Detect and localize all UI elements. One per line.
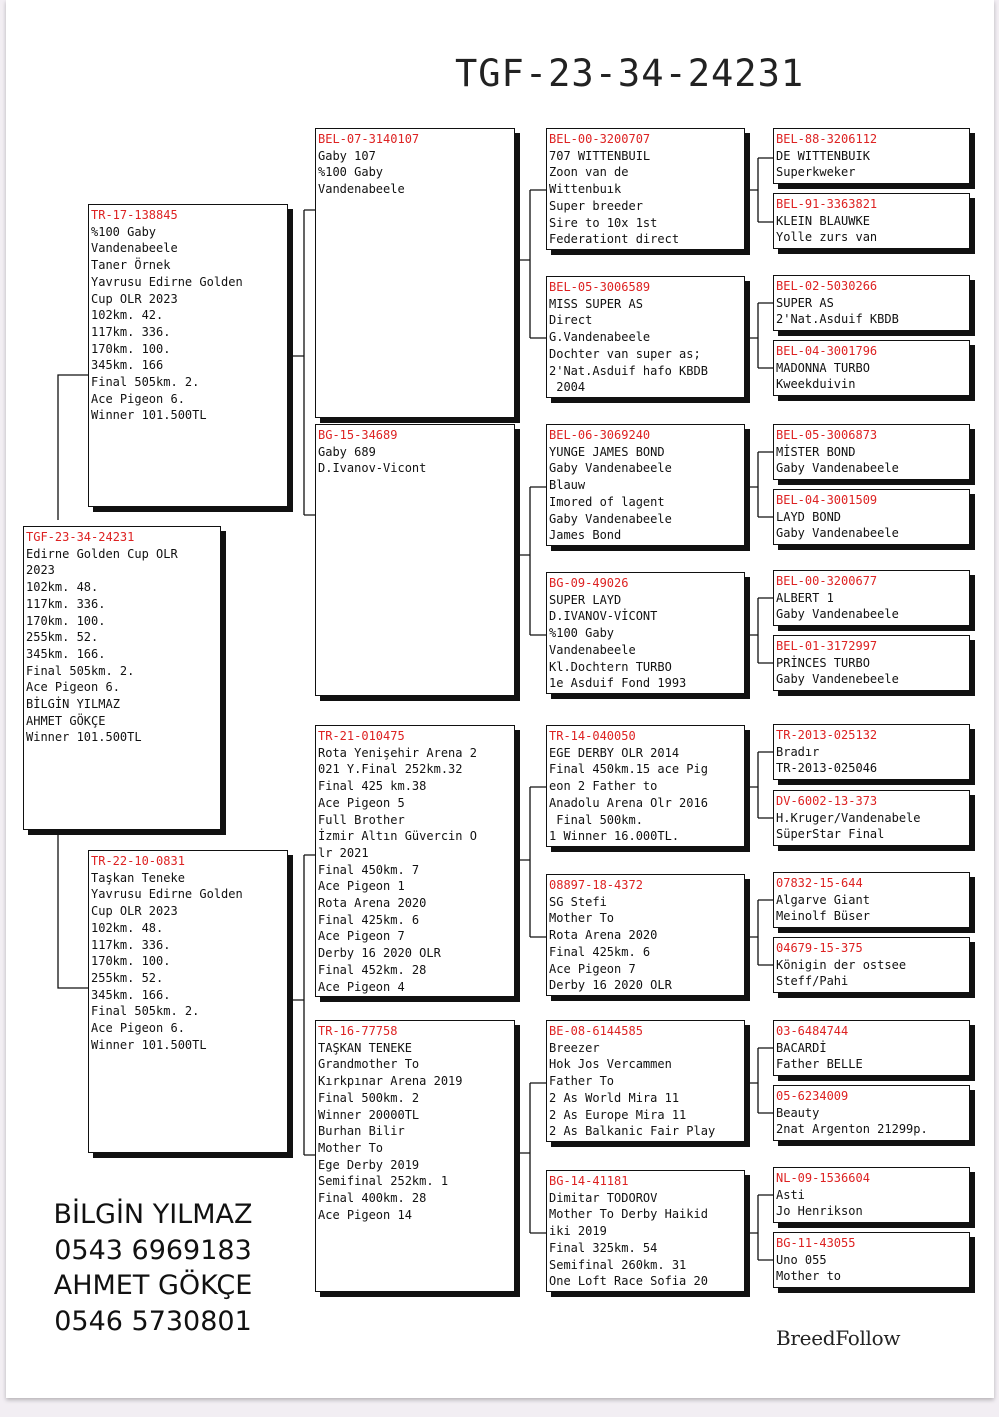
ring-number: BEL-05-3006873	[776, 428, 878, 442]
pedigree-box-ddss: 03-6484744 BACARDİ Father BELLE	[773, 1020, 970, 1076]
pedigree-box-dsss: TR-2013-025132 Bradır TR-2013-025046	[773, 724, 970, 780]
ring-number: TR-16-77758	[318, 1024, 398, 1038]
contact-phone-1: 0543 6969183	[54, 1234, 252, 1266]
contact-phone-2: 0546 5730801	[54, 1305, 252, 1337]
ring-number: DV-6002-13-373	[776, 794, 878, 808]
ring-number: BEL-06-3069240	[549, 428, 651, 442]
ring-number: BEL-02-5030266	[776, 279, 878, 293]
pedigree-box-sdss: BEL-05-3006873 MİSTER BOND Gaby Vandenabeele	[773, 424, 970, 480]
pedigree-box-sdsd: BEL-04-3001509 LAYD BOND Gaby Vandenabeele	[773, 489, 970, 545]
ring-number: BG-14-41181	[549, 1174, 629, 1188]
ring-number: NL-09-1536604	[776, 1171, 870, 1185]
pedigree-box-sire: TR-17-138845 %100 Gaby Vandenabeele Taner Örnek Yavrusu Edirne Golden Cup OLR 2023 102km. 42. 117km. 336. 170km. 100. 345km. 166 Final 505km. 2. Ace Pigeon 6. Winner 101.500TL	[88, 204, 288, 507]
pedigree-box-sire-dam: BG-15-34689 Gaby 689 D.Ivanov-Vicont	[315, 424, 515, 696]
pedigree-box-dds: BE-08-6144585 Breezer Hok Jos Vercammen Father To 2 As World Mira 11 2 As Europe Mira 11 2 As Balkanic Fair Play	[546, 1020, 745, 1142]
pedigree-box-ddds: NL-09-1536604 Asti Jo Henrikson	[773, 1167, 970, 1223]
contact-name-1: BİLGİN YILMAZ	[53, 1199, 253, 1230]
ring-number: TR-21-010475	[318, 729, 405, 743]
ring-number: 07832-15-644	[776, 876, 863, 890]
ring-number: TGF-23-34-24231	[26, 530, 135, 544]
ring-number: BEL-00-3200677	[776, 574, 878, 588]
pedigree-box-dam: TR-22-10-0831 Taşkan Teneke Yavrusu Edirne Golden Cup OLR 2023 102km. 48. 117km. 336. 170km. 100. 255km. 52. 345km. 166. Final 505km. 2. Ace Pigeon 6. Winner 101.500TL	[88, 850, 288, 1153]
pedigree-box-ssdd: BEL-04-3001796 MADONNA TURBO Kweekduivin	[773, 340, 970, 396]
ring-number: TR-14-040050	[549, 729, 636, 743]
ring-number: BEL-91-3363821	[776, 197, 878, 211]
ring-number: BEL-04-3001796	[776, 344, 878, 358]
pedigree-box-dam-sire: TR-21-010475 Rota Yenişehir Arena 2 021 Y.Final 252km.32 Final 425 km.38 Ace Pigeon 5 Full Brother İzmir Altın Güvercin O lr 2021 Final 450km. 7 Ace Pigeon 1 Rota Arena 2020 Final 425km. 6 Ace Pigeon 7 Derby 16 2020 OLR Final 452km. 28 Ace Pigeon 4	[315, 725, 515, 997]
pedigree-box-sssd: BEL-91-3363821 KLEIN BLAUWKE Yolle zurs van	[773, 193, 970, 249]
pedigree-box-dsds: 07832-15-644 Algarve Giant Meinolf Büser	[773, 872, 970, 928]
pedigree-box-sds: BEL-06-3069240 YUNGE JAMES BOND Gaby Vandenabeele Blauw Imored of lagent Gaby Vandenabeele James Bond	[546, 424, 745, 546]
brand-logo: BreedFollow	[776, 1326, 901, 1350]
pedigree-box-ddd: BG-14-41181 Dimitar TODOROV Mother To Derby Haikid iki 2019 Final 325km. 54 Semifinal 260km. 31 One Loft Race Sofia 20	[546, 1170, 745, 1292]
pedigree-box-dsd: 08897-18-4372 SG Stefi Mother To Rota Arena 2020 Final 425km. 6 Ace Pigeon 7 Derby 16 2020 OLR	[546, 874, 745, 996]
ring-number: BEL-88-3206112	[776, 132, 878, 146]
pedigree-box-dddd: BG-11-43055 Uno 055 Mother to	[773, 1232, 970, 1288]
pedigree-box-sddd: BEL-01-3172997 PRİNCES TURBO Gaby Vandenebeele	[773, 635, 970, 691]
ring-number: 08897-18-4372	[549, 878, 643, 892]
ring-number: 05-6234009	[776, 1089, 849, 1103]
ring-number: BEL-00-3200707	[549, 132, 651, 146]
pedigree-box-dssd: DV-6002-13-373 H.Kruger/Vandenabele SüperStar Final	[773, 790, 970, 846]
ring-number: BG-11-43055	[776, 1236, 856, 1250]
pedigree-box-subject: TGF-23-34-24231 Edirne Golden Cup OLR 2023 102km. 48. 117km. 336. 170km. 100. 255km. 52. 345km. 166. Final 505km. 2. Ace Pigeon 6. BİLGİN YILMAZ AHMET GÖKÇE Winner 101.500TL	[23, 526, 221, 830]
pedigree-box-dam-dam: TR-16-77758 TAŞKAN TENEKE Grandmother To Kırkpınar Arena 2019 Final 500km. 2 Winner 20000TL Burhan Bilir Mother To Ege Derby 2019 Semifinal 252km. 1 Final 400km. 28 Ace Pigeon 14	[315, 1020, 515, 1292]
pedigree-box-ssss: BEL-88-3206112 DE WITTENBUIK Superkweker	[773, 128, 970, 184]
pedigree-box-dsdd: 04679-15-375 Königin der ostsee Steff/Pahi	[773, 937, 970, 993]
pedigree-box-ssds: BEL-02-5030266 SUPER AS 2'Nat.Asduif KBDB	[773, 275, 970, 331]
ring-number: BEL-05-3006589	[549, 280, 651, 294]
pedigree-box-sdds: BEL-00-3200677 ALBERT 1 Gaby Vandenabeele	[773, 570, 970, 626]
pedigree-box-ssd: BEL-05-3006589 MISS SUPER AS Direct G.Vandenabeele Dochter van super as; 2'Nat.Asduif hafo KBDB 2004	[546, 276, 745, 398]
ring-number: TR-17-138845	[91, 208, 178, 222]
ring-number: 03-6484744	[776, 1024, 849, 1038]
ring-number: BEL-01-3172997	[776, 639, 878, 653]
ring-number: BE-08-6144585	[549, 1024, 643, 1038]
ring-number: BG-15-34689	[318, 428, 398, 442]
ring-number: BEL-07-3140107	[318, 132, 420, 146]
pedigree-box-sdd: BG-09-49026 SUPER LAYD D.IVANOV-VİCONT %100 Gaby Vandenabeele Kl.Dochtern TURBO 1e Asduif Fond 1993	[546, 572, 745, 694]
ring-number: 04679-15-375	[776, 941, 863, 955]
pedigree-box-dss: TR-14-040050 EGE DERBY OLR 2014 Final 450km.15 ace Pig eon 2 Father to Anadolu Arena Olr 2016 Final 500km. 1 Winner 16.000TL.	[546, 725, 745, 847]
pedigree-title: TGF-23-34-24231	[455, 52, 805, 95]
contact-name-2: AHMET GÖKÇE	[53, 1270, 253, 1301]
ring-number: BEL-04-3001509	[776, 493, 878, 507]
pedigree-box-sss: BEL-00-3200707 707 WITTENBUIL Zoon van de Wittenbuık Super breeder Sire to 10x 1st Federationt direct	[546, 128, 745, 250]
pedigree-box-sire-sire: BEL-07-3140107 Gaby 107 %100 Gaby Vandenabeele	[315, 128, 515, 418]
ring-number: TR-2013-025132	[776, 728, 878, 742]
ring-number: TR-22-10-0831	[91, 854, 185, 868]
pedigree-box-ddsd: 05-6234009 Beauty 2nat Argenton 21299p.	[773, 1085, 970, 1141]
contact-block	[30, 1197, 276, 1339]
ring-number: BG-09-49026	[549, 576, 629, 590]
